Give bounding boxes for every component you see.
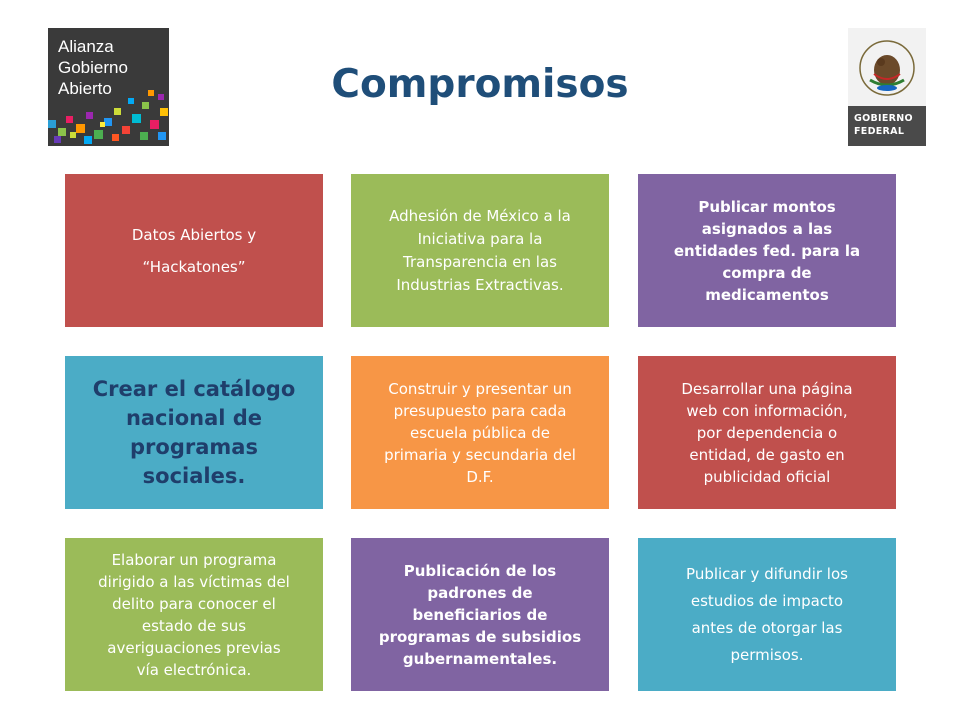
commitment-tile-medicamentos <box>638 174 896 327</box>
commitment-tile-presupuesto-escuelas <box>351 356 609 509</box>
commitment-tile-padrones-beneficiarios <box>351 538 609 691</box>
page-title: Compromisos <box>331 62 629 107</box>
tile-text: Datos Abiertos y “Hackatones” <box>131 225 257 276</box>
tile-text: Desarrollar una página web con información, por dependencia o entidad, de gasto en publicidad oficial <box>681 379 853 486</box>
gobierno-federal-label: GOBIERNO FEDERAL <box>854 113 913 137</box>
tile-text: Adhesión de México a la Iniciativa para la Transparencia en las Industrias Extractivas. <box>389 206 571 294</box>
tile-text: Publicar y difundir los estudios de impacto antes de otorgar las permisos. <box>686 564 848 664</box>
tile-text: Elaborar un programa dirigido a las víctimas del delito para conocer el estado de sus averiguaciones previas vía electrónica. <box>98 550 290 679</box>
commitment-tile-industrias-extractivas <box>351 174 609 327</box>
tile-text: Publicación de los padrones de beneficiarios de programas de subsidios gubernamentales. <box>378 561 582 668</box>
commitment-tile-publicidad-oficial <box>638 356 896 509</box>
commitment-tile-datos-abiertos <box>65 174 323 327</box>
commitment-tile-victimas-delito <box>65 538 323 691</box>
commitment-tile-catalogo-programas <box>65 356 323 509</box>
commitment-tile-estudios-impacto <box>638 538 896 691</box>
logo-text: Alianza Gobierno Abierto <box>58 37 128 98</box>
tile-text: Construir y presentar un presupuesto para cada escuela pública de primaria y secundaria del D.F. <box>384 379 576 486</box>
tile-text: Publicar montos asignados a las entidades fed. para la compra de medicamentos <box>673 197 861 304</box>
tile-text: Crear el catálogo nacional de programas sociales. <box>92 376 296 488</box>
